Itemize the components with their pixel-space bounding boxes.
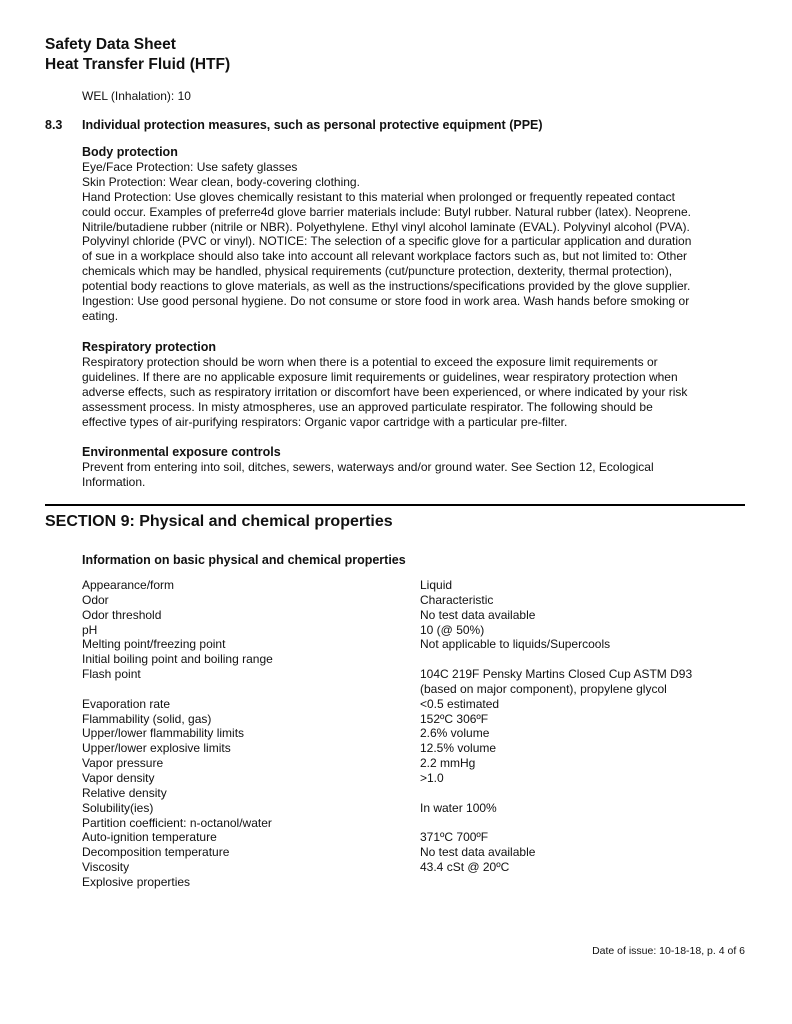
property-row	[82, 667, 762, 682]
text-line: potential body reactions to glove materials, as well as the instructions/specifications provided by the glove supplier.	[82, 279, 691, 294]
property-label: Initial boiling point and boiling range	[82, 652, 273, 667]
text-line: Respiratory protection should be worn when there is a potential to exceed the exposure limit requirements or	[82, 355, 658, 369]
section-9-subheading: Information on basic physical and chemical properties	[82, 553, 406, 567]
property-value: 371ºC 700ºF	[420, 830, 489, 845]
property-row	[82, 786, 762, 801]
property-label	[82, 682, 420, 697]
text-line: Prevent from entering into soil, ditches, sewers, waterways and/or ground water. See Section 12, Ecological	[82, 460, 654, 474]
text-line: could occur. Examples of preferre4d glove barrier materials include: Butyl rubber. Natural rubber (latex). Neoprene.	[82, 204, 691, 219]
property-label: Flash point	[82, 667, 141, 682]
text-line: effective types of air-purifying respirators: Organic vapor cartridge with a particular pre-filter.	[82, 414, 568, 429]
property-row	[82, 593, 762, 608]
text-line: Hand Protection: Use gloves chemically resistant to this material when prolonged or frequently repeated contact	[82, 189, 675, 204]
text-line: Eye/Face Protection: Use safety glasses	[82, 160, 298, 174]
property-row	[82, 845, 762, 860]
text-line: Ingestion: Use good personal hygiene. Do not consume or store food in work area. Wash hands before smoking or	[82, 294, 690, 309]
property-label: Relative density	[82, 785, 167, 800]
property-row	[82, 637, 762, 652]
property-label: Auto-ignition temperature	[82, 830, 217, 845]
physical-chemical-properties-table	[82, 578, 762, 890]
property-value: Characteristic	[420, 592, 494, 607]
property-label: Vapor pressure	[82, 756, 164, 771]
text-line: Polyvinyl chloride (PVC or vinyl). NOTICE: The selection of a specific glove for a particular application and duration	[82, 234, 692, 249]
property-value	[420, 875, 762, 890]
property-row	[82, 830, 762, 845]
section-9-heading: SECTION 9: Physical and chemical properties	[45, 513, 393, 530]
property-label: Decomposition temperature	[82, 845, 230, 860]
body-protection-heading: Body protection	[82, 145, 178, 159]
property-label: Solubility(ies)	[82, 800, 154, 815]
property-label: Odor	[82, 592, 109, 607]
property-value: >1.0	[420, 770, 444, 785]
document-title-line1: Safety Data Sheet	[45, 36, 176, 53]
property-row	[82, 652, 762, 667]
property-row	[82, 801, 762, 816]
property-value: <0.5 estimated	[420, 696, 500, 711]
text-line: chemicals which may be handled, physical requirements (cut/puncture protection, dexterity, thermal protection),	[82, 264, 673, 279]
section-8-3-title: Individual protection measures, such as personal protective equipment (PPE)	[82, 118, 543, 132]
property-row	[82, 756, 762, 771]
property-row	[82, 682, 762, 697]
property-value: 2.2 mmHg	[420, 756, 476, 771]
text-line: Information.	[82, 474, 146, 489]
section-divider-rule	[45, 504, 745, 506]
property-row	[82, 578, 762, 593]
text-line: of sue in a workplace should also take into account all relevant workplace factors such as, but not limited to: Other	[82, 249, 687, 264]
document-title	[45, 35, 230, 75]
property-value: Liquid	[420, 578, 453, 592]
body-protection-text	[82, 160, 762, 324]
text-line: Skin Protection: Wear clean, body-covering clothing.	[82, 174, 360, 189]
property-value	[420, 652, 762, 667]
text-line: adverse effects, such as respiratory irritation or discomfort have been experienced, or where indicated by your risk	[82, 384, 688, 399]
respiratory-protection-text	[82, 355, 762, 429]
property-row	[82, 741, 762, 756]
property-value: In water 100%	[420, 800, 497, 815]
property-row	[82, 875, 762, 890]
property-label: Evaporation rate	[82, 696, 171, 711]
property-label: Odor threshold	[82, 607, 162, 622]
property-value: (based on major component), propylene glycol	[420, 681, 667, 696]
property-label: Explosive properties	[82, 874, 191, 889]
section-8-3-number: 8.3	[45, 118, 63, 132]
property-row	[82, 623, 762, 638]
property-row	[82, 608, 762, 623]
environmental-exposure-text	[82, 460, 762, 490]
environmental-exposure-heading: Environmental exposure controls	[82, 445, 281, 459]
property-value: 104C 219F Pensky Martins Closed Cup ASTM D93	[420, 667, 693, 682]
property-value: No test data available	[420, 607, 536, 622]
property-label: Vapor density	[82, 770, 155, 785]
wel-inhalation-line: WEL (Inhalation): 10	[82, 89, 191, 103]
property-row	[82, 816, 762, 831]
property-row	[82, 712, 762, 727]
body-protection-subsection	[82, 145, 762, 324]
property-label: Partition coefficient: n-octanol/water	[82, 815, 272, 830]
property-value: 10 (@ 50%)	[420, 622, 485, 637]
text-line: assessment process. In misty atmospheres, use an approved particulate respirator. The following should be	[82, 399, 653, 414]
text-line: eating.	[82, 308, 119, 323]
property-row	[82, 860, 762, 875]
property-label: Flammability (solid, gas)	[82, 711, 212, 726]
section-8-3-heading	[45, 118, 543, 133]
property-value	[420, 816, 762, 831]
respiratory-protection-heading: Respiratory protection	[82, 340, 217, 354]
environmental-exposure-subsection	[82, 445, 762, 490]
property-value	[420, 786, 762, 801]
property-value: 152ºC 306ºF	[420, 711, 489, 726]
property-value: 2.6% volume	[420, 726, 490, 741]
property-row	[82, 697, 762, 712]
property-label: Viscosity	[82, 860, 130, 875]
document-title-line2: Heat Transfer Fluid (HTF)	[45, 56, 231, 73]
text-line: guidelines. If there are no applicable exposure limit requirements or guidelines, wear respiratory protection when	[82, 369, 678, 384]
property-value: 43.4 cSt @ 20ºC	[420, 860, 510, 875]
property-label: Appearance/form	[82, 578, 175, 592]
property-row	[82, 726, 762, 741]
property-value: 12.5% volume	[420, 741, 497, 756]
respiratory-protection-subsection	[82, 340, 762, 429]
text-line: Nitrile/butadiene rubber (nitrile or NBR). Polyethylene. Ethyl vinyl alcohol laminate (EVAL). Polyvinyl alcohol (PVA).	[82, 219, 690, 234]
property-row	[82, 771, 762, 786]
property-value: No test data available	[420, 845, 536, 860]
property-label: Melting point/freezing point	[82, 637, 226, 652]
page-footer: Date of issue: 10-18-18, p. 4 of 6	[592, 945, 745, 957]
property-value: Not applicable to liquids/Supercools	[420, 637, 611, 652]
property-label: Upper/lower explosive limits	[82, 741, 231, 756]
property-label: pH	[82, 622, 98, 637]
property-label: Upper/lower flammability limits	[82, 726, 245, 741]
